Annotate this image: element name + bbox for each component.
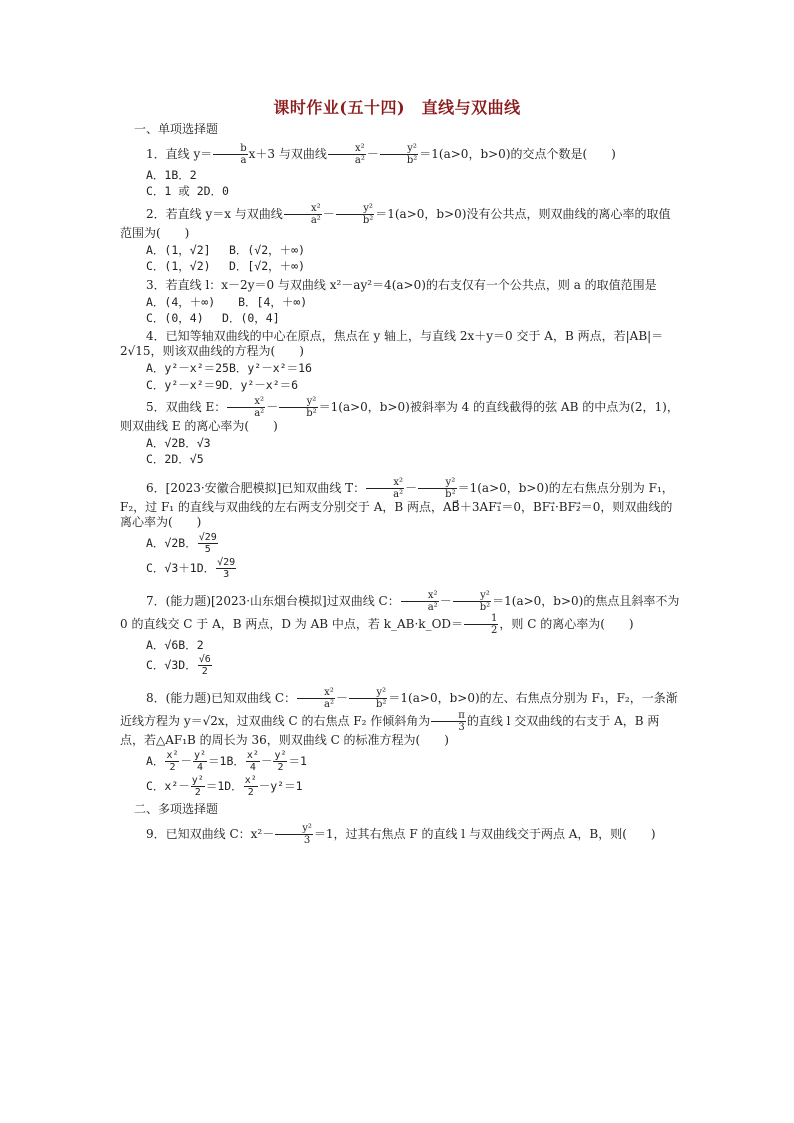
fraction: $\frac{\text{y²}}{2}$ [274,750,287,774]
fraction: $\frac{√29}{3}$ [217,556,236,580]
fraction: $\frac{\text{y²}}{\text{b²}}$ [380,143,418,166]
fraction: $\frac{\text{x²}}{2}$ [166,750,179,774]
fraction: $\frac{\text{y²}}{3}$ [275,823,313,846]
worksheet-content [120,122,680,850]
fraction: $\frac{\text{y²}}{4}$ [193,750,207,774]
question-3: 3．若直线 l：x－2y＝0 与双曲线 x²－ay²＝4(a>0)的右支仅有一个公共点，则 a 的取值范围是 A．(4，＋∞) B．[4，＋∞) C．(0，4) D．(0，4] [120,278,680,326]
question-8: 8．(能力题)已知双曲线 C： $\frac{\text{x²}}{\text{a²}}$ － $\frac{\text{y²}}{\text{b²}}$ ＝1(a>0，b>0)的左、右焦点分别为 F₁，F₂，一条渐近线方程为 y＝√2x，过双曲线 C 的右焦点 F₂ 作倾斜角为 $\frac{\pi}{3}$ 的直线 l 交双曲线的右支于 A，B 两点，若△AF₁B 的周长为 36，则双曲线 C 的标准方程为( ) A． $\frac{\text{x²}}{2}$ － $\frac{\text{y²}}{4}$ ＝1B． $\frac{\text{x²}}{4}$ － $\frac{\text{y²}}{2}$ ＝1 C．x²－ $\frac{\text{y²}}{2}$ ＝1D． $\frac{\text{x²}}{2}$ －y²＝1 [120,687,680,798]
section-heading-multiple-choice: 二、多项选择题 [134,802,219,817]
question-9: 9．已知双曲线 C：x²－ $\frac{\text{y²}}{3}$ ＝1，过其右焦点 F 的直线 l 与双曲线交于两点 A，B，则( ) [146,823,656,847]
option-row: A．1B．2 [146,168,197,182]
fraction: $\frac{\text{y²}}{\text{b²}}$ [279,396,317,419]
option-row: C．1 或 2D．0 [146,184,229,199]
section-heading-single-choice: 一、单项选择题 [134,122,219,136]
question-5: 5．双曲线 E： $\frac{\text{x²}}{\text{a²}}$ － $\frac{\text{y²}}{\text{b²}}$ ＝1(a>0，b>0)被斜率为 4 的直线截得的弦 AB 的中点为(2，1)，则双曲线 E 的离心率为( ) A．√2B．√3 C．2D．√5 [120,396,679,467]
option-row: C．√3D． $\frac{√6}{2}$ [146,654,211,678]
page-title: 课时作业(五十四) 直线与双曲线 [273,98,521,117]
question-7: 7．(能力题)[2023·山东烟台模拟]过双曲线 C： $\frac{\text{x²}}{\text{a²}}$ － $\frac{\text{y²}}{\text{b²}}$ ＝1(a>0，b>0)的焦点且斜率不为 0 的直线交 C 于 A，B 两点，D 为 AB 中点，若 k_AB·k_OD＝ $\frac{1}{2}$ ，则 C 的离心率为( ) A．√6B．2 C．√3D． $\frac{√6}{2}$ [120,589,680,678]
fraction: $\frac{\text{x²}}{\text{a²}}$ [366,477,404,500]
option-row: A．y²－x²＝25B．y²－x²＝16 [146,361,312,376]
fraction: $\frac{\text{x²}}{\text{a²}}$ [227,396,265,419]
fraction: $\frac{\text{x²}}{\text{a²}}$ [284,203,322,226]
fraction: $\frac{\text{x²}}{\text{a²}}$ [297,687,335,710]
fraction: $\frac{1}{2}$ [464,613,498,636]
fraction: $\frac{\text{x²}}{\text{a²}}$ [401,590,439,613]
question-2: 2．若直线 y＝x 与双曲线 $\frac{\text{x²}}{\text{a²}}$ － $\frac{\text{y²}}{\text{b²}}$ ＝1(a>0，b>0)没有公共点，则双曲线的离心率的取值范围为( ) A．(1，√2] B．(√2，＋∞) C．(1，√2) D．[√2，＋∞) [120,203,680,274]
fraction: $\frac{\text{x²}}{\text{a²}}$ [328,143,366,166]
option-row: C．x²－ $\frac{\text{y²}}{2}$ ＝1D． $\frac{\text{x²}}{2}$ －y²＝1 [146,775,303,799]
fraction: $\frac{\text{y²}}{\text{b²}}$ [336,203,374,226]
option-row: A．√2B．√3 [146,436,211,450]
fraction: $\frac{\text{y²}}{2}$ [191,775,204,799]
question-1: 1．直线 y＝ $\frac{b}{a}$ x＋3 与双曲线 $\frac{\text{x²}}{\text{a²}}$ － $\frac{\text{y²}}{\text{b²}}$ ＝1(a>0，b>0)的交点个数是( ) A．1B．2 C．1 或 2D．0 [120,143,680,199]
option-row: A．√6B．2 [146,637,204,652]
fraction: $\frac{b}{a}$ [213,143,247,166]
fraction: $\frac{\pi}{3}$ [431,710,466,733]
option-row: C．√3＋1D． $\frac{√29}{3}$ [146,556,236,580]
option-row: C．(0，4) D．(0，4] [146,310,280,325]
fraction: $\frac{\text{y²}}{\text{b²}}$ [349,687,387,710]
option-row: C．y²－x²＝9D．y²－x²＝6 [146,377,299,392]
fraction: $\frac{√29}{5}$ [198,531,217,555]
option-row: A．(4，＋∞) B．[4，＋∞) [146,294,308,309]
option-row: A． $\frac{\text{x²}}{2}$ － $\frac{\text{y²}}{4}$ ＝1B． $\frac{\text{x²}}{4}$ － $\frac{\text{y²}}{2}$ ＝1 [146,750,307,774]
question-4: 4．已知等轴双曲线的中心在原点，焦点在 y 轴上，与直线 2x＋y＝0 交于 A，B 两点，若|AB|＝2√15，则该双曲线的方程为( ) A．y²－x²＝25B．y²－x²＝16 C．y²－x²＝9D．y²－x²＝6 [120,329,680,392]
option-row: A．√2B． $\frac{√29}{5}$ [146,531,217,555]
fraction: $\frac{√6}{2}$ [198,654,211,678]
option-row: C．(1，√2) D．[√2，＋∞) [146,259,306,274]
option-row: C．2D．√5 [146,452,204,467]
fraction: $\frac{\text{x²}}{4}$ [246,750,259,774]
question-6: 6．[2023·安徽合肥模拟]已知双曲线 T： $\frac{\text{x²}}{\text{a²}}$ － $\frac{\text{y²}}{\text{b²}}$ ＝1(a>0，b>0)的左右焦点分别为 F₁，F₂，过 F₁ 的直线与双曲线的左右两支分别交于 A，B 两点，AB⃗＋3AF₁⃗＝0，BF₁⃗·BF₂⃗＝0，则双曲线的离心率为( ) A．√2B． $\frac{√29}{5}$ C．√3＋1D． $\frac{√29}{3}$ [120,477,680,580]
fraction: $\frac{\text{y²}}{\text{b²}}$ [453,590,491,613]
fraction: $\frac{\text{y²}}{\text{b²}}$ [418,477,456,500]
fraction: $\frac{\text{x²}}{2}$ [244,775,257,799]
option-row: A．(1，√2] B．(√2，＋∞) [146,242,306,257]
